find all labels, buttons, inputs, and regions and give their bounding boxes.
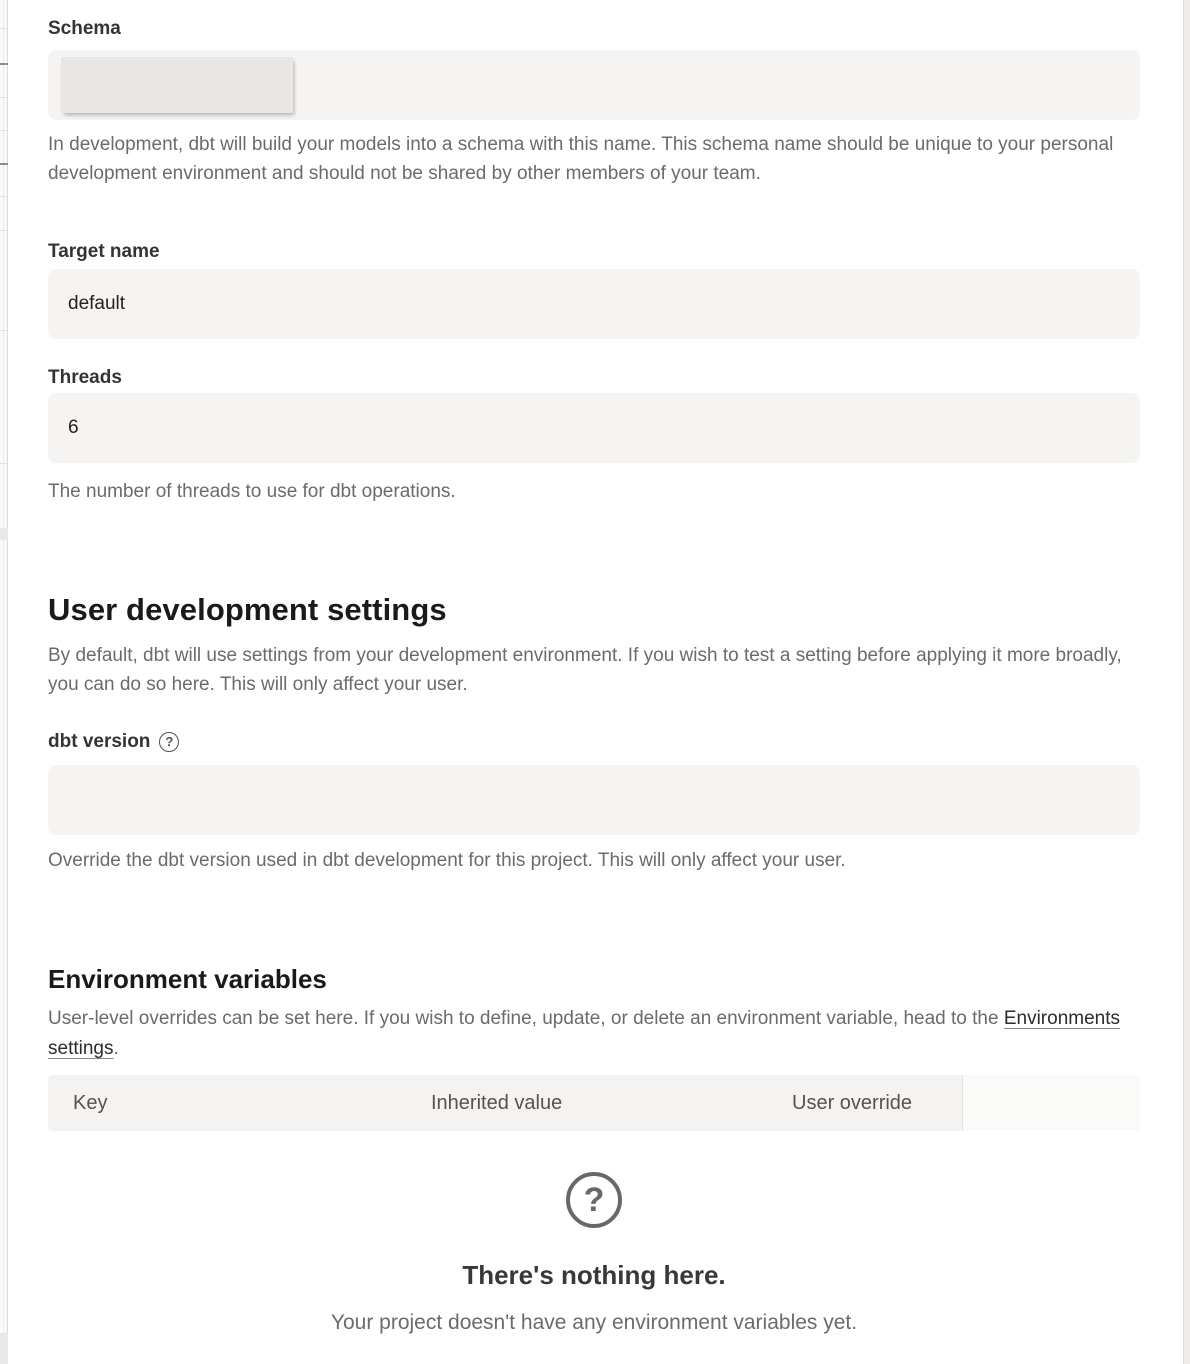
empty-state-icon-row xyxy=(48,1172,1140,1228)
help-circle-icon[interactable]: ? xyxy=(159,732,179,752)
column-header-inherited-value: Inherited value xyxy=(431,1092,563,1114)
dbt-version-label-row xyxy=(48,729,1140,755)
threads-input[interactable] xyxy=(48,393,1140,463)
scrollbar-track[interactable] xyxy=(1183,0,1190,1364)
redacted-value-block xyxy=(61,57,293,113)
column-header-key: Key xyxy=(73,1092,108,1114)
description-suffix: . xyxy=(113,1038,119,1059)
dbt-version-help-text: Override the dbt version used in dbt development for this project. This will only affect your user. xyxy=(48,850,846,871)
user-development-settings-title: User development settings xyxy=(48,592,447,627)
threads-help-text: The number of threads to use for dbt operations. xyxy=(48,481,456,502)
threads-label: Threads xyxy=(48,367,122,388)
question-circle-icon: ? xyxy=(566,1172,622,1228)
schema-input[interactable] xyxy=(48,50,1140,120)
column-header-user-override: User override xyxy=(792,1092,913,1114)
empty-state-subtitle: Your project doesn't have any environment variables yet. xyxy=(330,1311,858,1334)
schema-label: Schema xyxy=(48,18,121,39)
target-name-label: Target name xyxy=(48,241,160,262)
environments-settings-link[interactable]: Environments settings xyxy=(48,1008,1121,1059)
column-header-actions xyxy=(962,1075,1140,1131)
dbt-version-label: dbt version xyxy=(48,731,151,752)
user-development-settings-description: By default, dbt will use settings from your development environment. If you wish to test a setting before applying it more broadly, you can do so here. This will only affect your user. xyxy=(48,645,1122,695)
environment-variables-description xyxy=(48,1004,1140,1064)
description-prefix: User-level overrides can be set here. If you wish to define, update, or delete an environment variable, head to the xyxy=(48,1008,1004,1029)
empty-state-title: There's nothing here. xyxy=(462,1260,726,1290)
env-vars-table-header xyxy=(48,1075,1140,1131)
environment-variables-title: Environment variables xyxy=(48,964,327,994)
target-name-input[interactable] xyxy=(48,269,1140,339)
dbt-version-input[interactable] xyxy=(48,765,1140,835)
schema-help-text: In development, dbt will build your models into a schema with this name. This schema name should be unique to your personal development environment and should not be shared by other members of your team. xyxy=(48,134,1114,184)
